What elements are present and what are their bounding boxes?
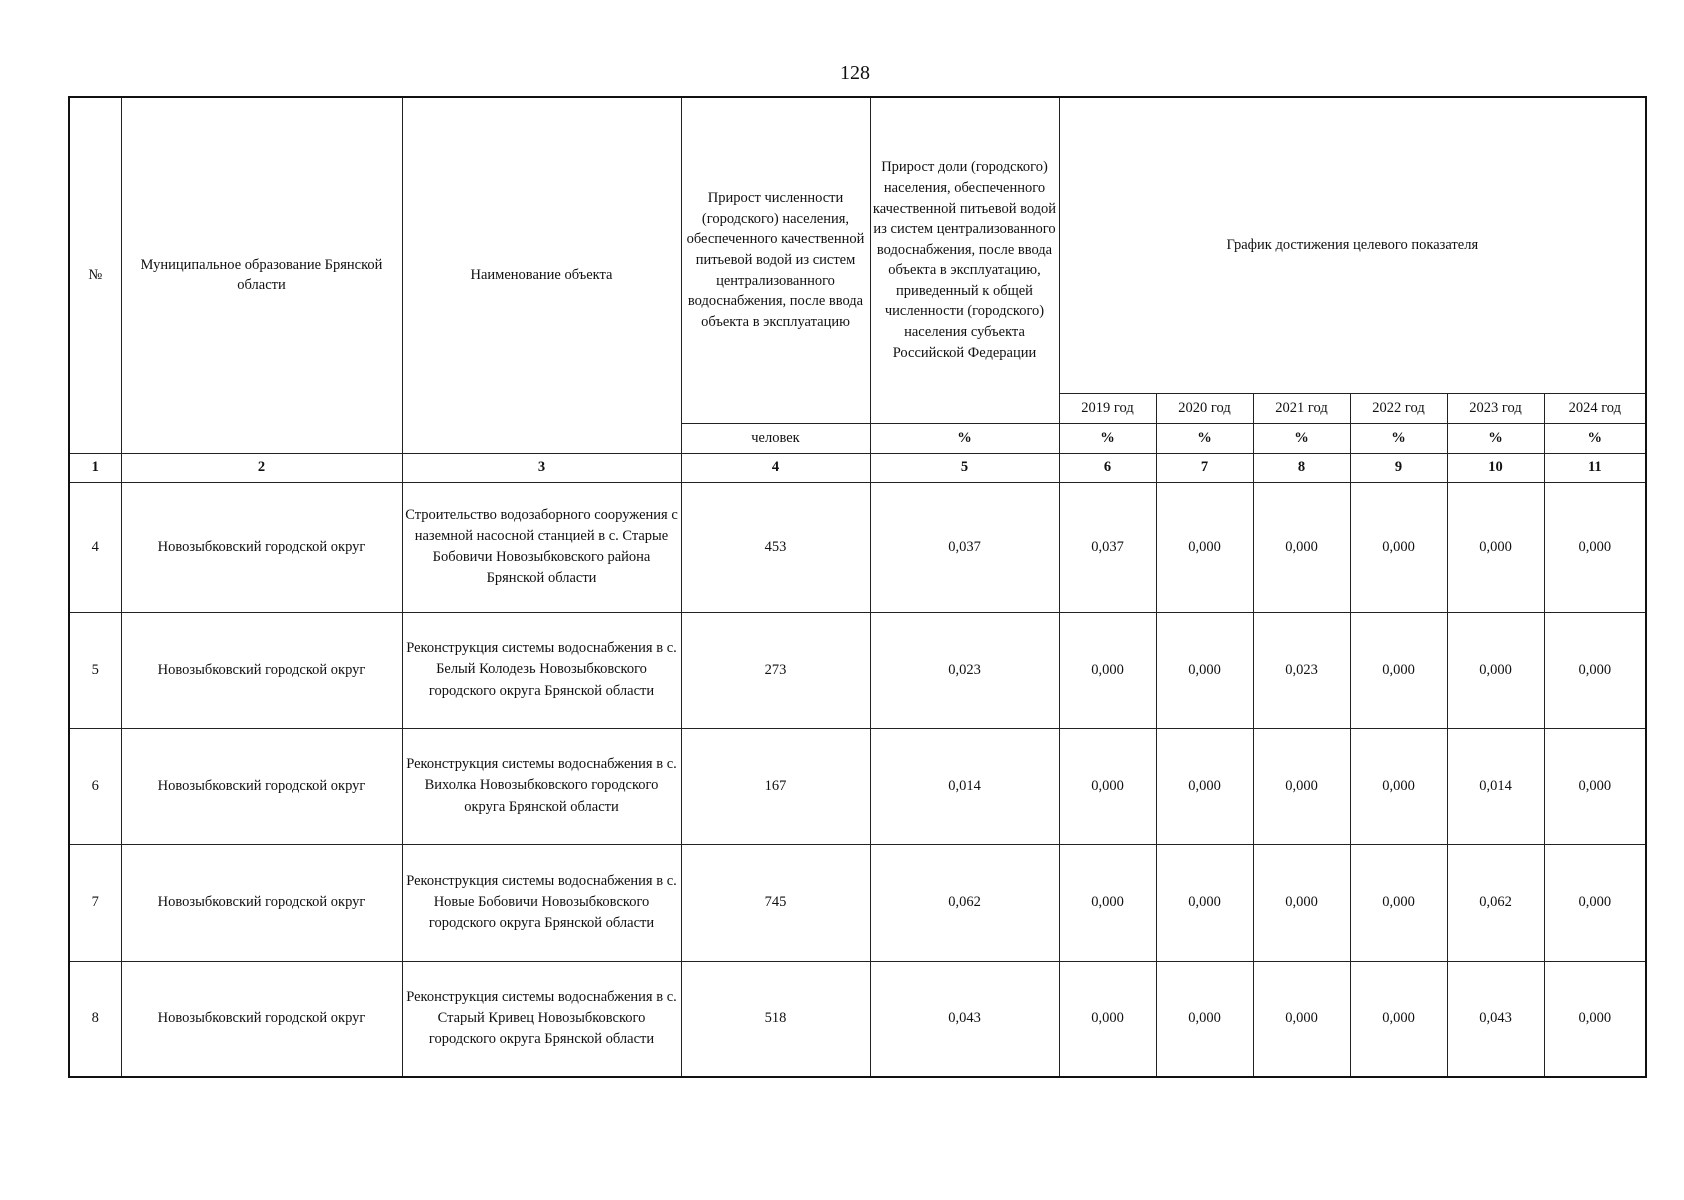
- row-y2020: 0,000: [1156, 728, 1253, 844]
- row-y2021: 0,000: [1253, 961, 1350, 1077]
- row-y2020: 0,000: [1156, 482, 1253, 612]
- row-y2019: 0,037: [1059, 482, 1156, 612]
- column-number: 6: [1059, 453, 1156, 482]
- row-number: 6: [69, 728, 121, 844]
- row-y2024: 0,000: [1544, 612, 1646, 728]
- row-municipality: Новозыбковский городской округ: [121, 728, 402, 844]
- row-y2024: 0,000: [1544, 728, 1646, 844]
- row-object: Строительство водозаборного сооружения с наземной насосной станцией в с. Старые Бобовичи Новозыбковского района Брянской области: [402, 482, 681, 612]
- unit-percent: %: [1059, 423, 1156, 453]
- row-people: 453: [681, 482, 870, 612]
- row-y2024: 0,000: [1544, 844, 1646, 961]
- row-number: 5: [69, 612, 121, 728]
- row-y2024: 0,000: [1544, 961, 1646, 1077]
- row-object: Реконструкция системы водоснабжения в с. Белый Колодезь Новозыбковского городского округа Брянской области: [402, 612, 681, 728]
- column-number: 3: [402, 453, 681, 482]
- page-number: 128: [840, 62, 870, 84]
- unit-percent: %: [1350, 423, 1447, 453]
- table-row: [69, 961, 1646, 1077]
- column-number: 7: [1156, 453, 1253, 482]
- row-y2023: 0,000: [1447, 612, 1544, 728]
- row-y2022: 0,000: [1350, 728, 1447, 844]
- row-people: 167: [681, 728, 870, 844]
- row-y2021: 0,023: [1253, 612, 1350, 728]
- row-y2022: 0,000: [1350, 482, 1447, 612]
- unit-percent: %: [1447, 423, 1544, 453]
- row-y2022: 0,000: [1350, 961, 1447, 1077]
- header-no: №: [69, 97, 121, 453]
- row-y2020: 0,000: [1156, 844, 1253, 961]
- header-year-2022: 2022 год: [1350, 393, 1447, 423]
- row-municipality: Новозыбковский городской округ: [121, 482, 402, 612]
- row-object: Реконструкция системы водоснабжения в с. Новые Бобовичи Новозыбковского городского округа Брянской области: [402, 844, 681, 961]
- column-number: 8: [1253, 453, 1350, 482]
- column-number: 11: [1544, 453, 1646, 482]
- row-municipality: Новозыбковский городской округ: [121, 844, 402, 961]
- unit-percent: %: [1253, 423, 1350, 453]
- row-y2021: 0,000: [1253, 844, 1350, 961]
- header-year-2020: 2020 год: [1156, 393, 1253, 423]
- unit-percent: %: [1544, 423, 1646, 453]
- table-body: [69, 482, 1646, 1077]
- row-people: 518: [681, 961, 870, 1077]
- row-number: 4: [69, 482, 121, 612]
- row-people: 745: [681, 844, 870, 961]
- header-row-main: [69, 97, 1646, 393]
- row-share: 0,062: [870, 844, 1059, 961]
- column-number: 9: [1350, 453, 1447, 482]
- row-municipality: Новозыбковский городской округ: [121, 612, 402, 728]
- header-row-column-numbers: [69, 453, 1646, 482]
- row-y2023: 0,062: [1447, 844, 1544, 961]
- indicator-table: [68, 96, 1647, 1078]
- row-y2019: 0,000: [1059, 728, 1156, 844]
- row-y2023: 0,000: [1447, 482, 1544, 612]
- row-y2024: 0,000: [1544, 482, 1646, 612]
- header-year-2021: 2021 год: [1253, 393, 1350, 423]
- header-schedule: График достижения целевого показателя: [1059, 97, 1646, 393]
- header-year-2024: 2024 год: [1544, 393, 1646, 423]
- row-y2021: 0,000: [1253, 728, 1350, 844]
- row-y2020: 0,000: [1156, 612, 1253, 728]
- column-number: 5: [870, 453, 1059, 482]
- row-y2021: 0,000: [1253, 482, 1350, 612]
- row-y2020: 0,000: [1156, 961, 1253, 1077]
- column-number: 4: [681, 453, 870, 482]
- unit-percent: %: [1156, 423, 1253, 453]
- unit-percent: %: [870, 423, 1059, 453]
- row-people: 273: [681, 612, 870, 728]
- table-row: [69, 612, 1646, 728]
- header-population-growth: Прирост численности (городского) населения, обеспеченного качественной питьевой водой из систем централизованного водоснабжения, после ввода объекта в эксплуатацию: [681, 97, 870, 423]
- row-y2019: 0,000: [1059, 961, 1156, 1077]
- row-y2019: 0,000: [1059, 612, 1156, 728]
- row-y2022: 0,000: [1350, 844, 1447, 961]
- table-row: [69, 482, 1646, 612]
- header-object: Наименование объекта: [402, 97, 681, 453]
- row-municipality: Новозыбковский городской округ: [121, 961, 402, 1077]
- column-number: 2: [121, 453, 402, 482]
- table-row: [69, 844, 1646, 961]
- row-number: 8: [69, 961, 121, 1077]
- row-number: 7: [69, 844, 121, 961]
- row-object: Реконструкция системы водоснабжения в с. Вихолка Новозыбковского городского округа Брянской области: [402, 728, 681, 844]
- header-year-2019: 2019 год: [1059, 393, 1156, 423]
- column-number: 10: [1447, 453, 1544, 482]
- row-share: 0,014: [870, 728, 1059, 844]
- column-number: 1: [69, 453, 121, 482]
- row-object: Реконструкция системы водоснабжения в с. Старый Кривец Новозыбковского городского округа Брянской области: [402, 961, 681, 1077]
- row-share: 0,023: [870, 612, 1059, 728]
- table-header: [69, 97, 1646, 482]
- row-y2023: 0,014: [1447, 728, 1544, 844]
- header-share-growth: Прирост доли (городского) населения, обеспеченного качественной питьевой водой из систем централизованного водоснабжения, после ввода объекта в эксплуатацию, приведенный к общей численности (городского) населения субъекта Российской Федерации: [870, 97, 1059, 423]
- row-y2022: 0,000: [1350, 612, 1447, 728]
- header-municipality: Муниципальное образование Брянской области: [121, 97, 402, 453]
- row-y2019: 0,000: [1059, 844, 1156, 961]
- row-y2023: 0,043: [1447, 961, 1544, 1077]
- table-row: [69, 728, 1646, 844]
- header-year-2023: 2023 год: [1447, 393, 1544, 423]
- row-share: 0,043: [870, 961, 1059, 1077]
- row-share: 0,037: [870, 482, 1059, 612]
- unit-people: человек: [681, 423, 870, 453]
